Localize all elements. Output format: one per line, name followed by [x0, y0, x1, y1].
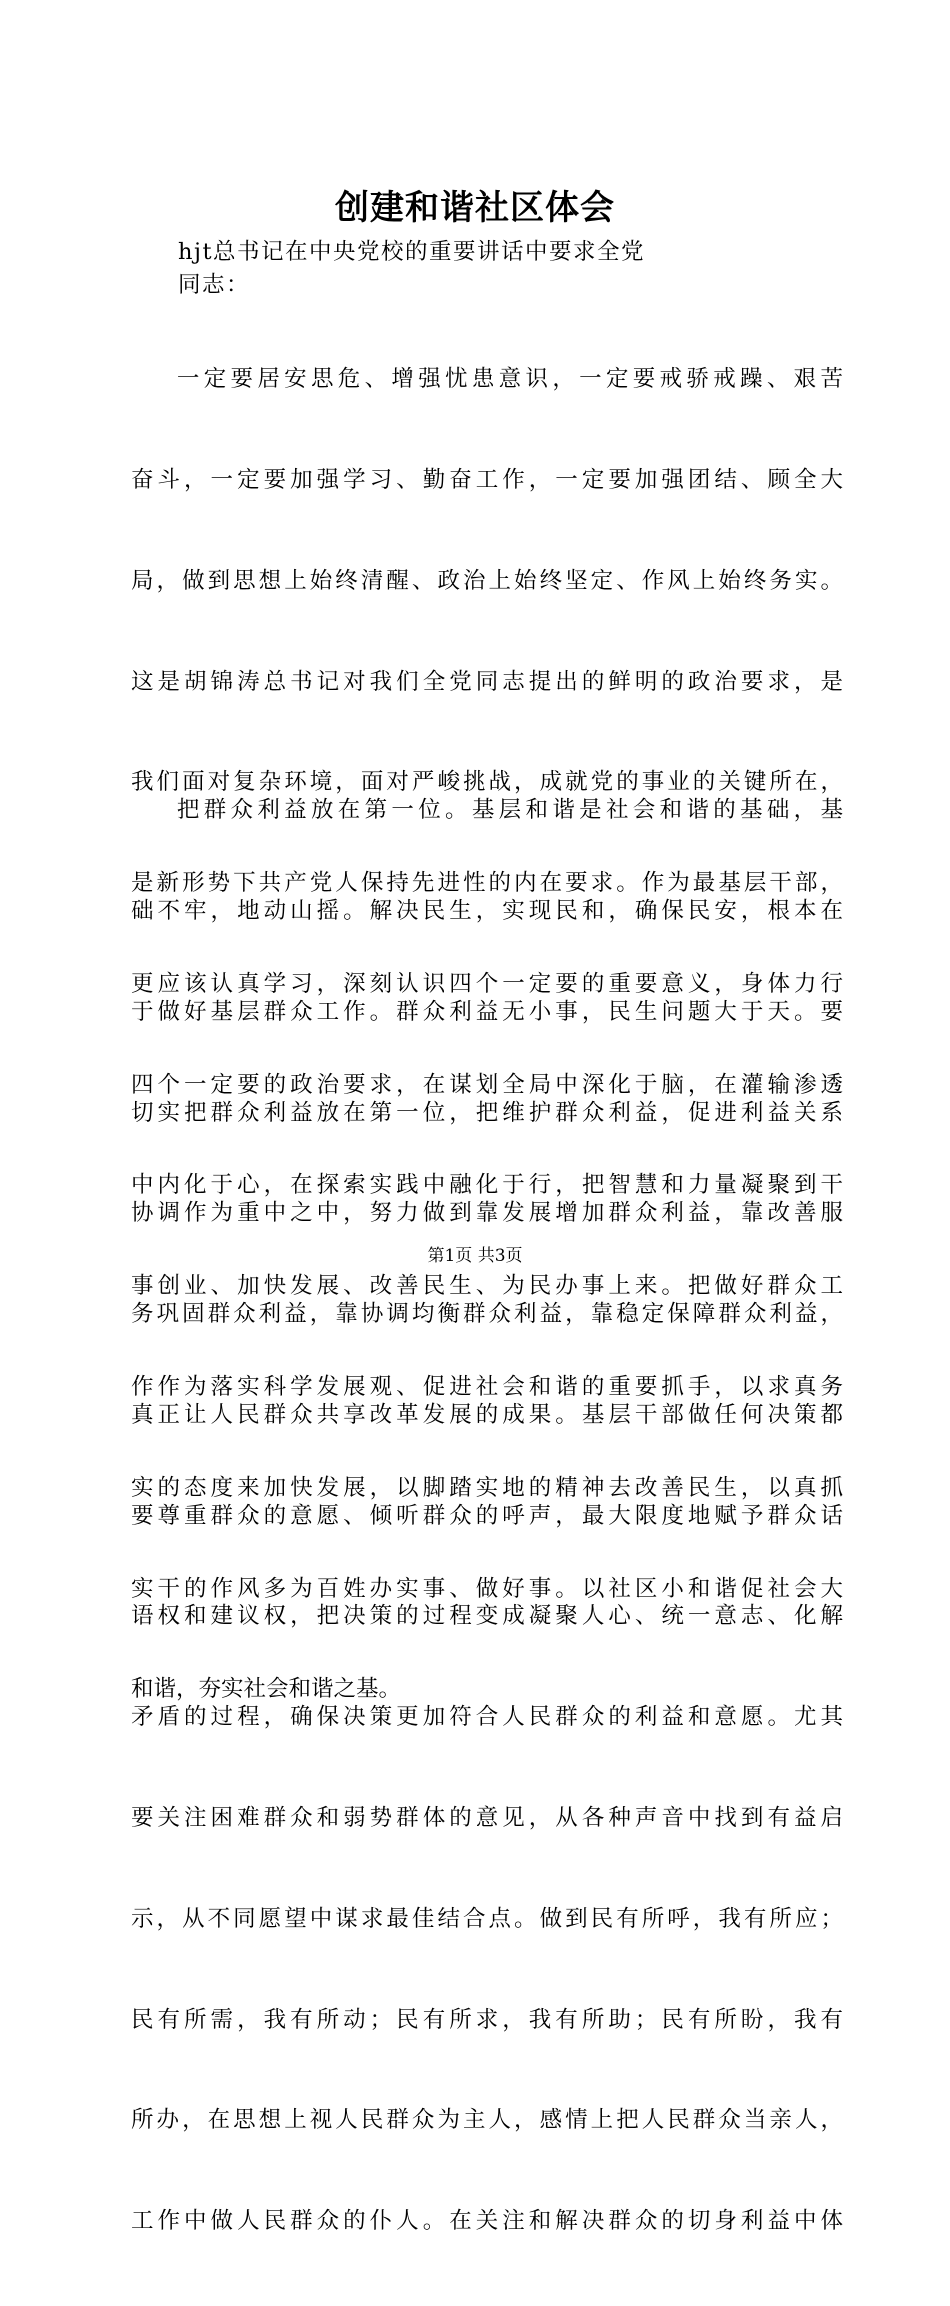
text-line: 于做好基层群众工作。群众利益无小事，民生问题大于天。要 — [131, 998, 843, 1025]
text-line: 工作中做人民群众的仆人。在关注和解决群众的切身利益中体 — [131, 2208, 843, 2235]
text-line: 我们面对复杂环境，面对严峻挑战，成就党的事业的关键所在， — [131, 769, 843, 796]
document-title: 创建和谐社区体会 — [335, 188, 615, 228]
intro-block — [178, 236, 738, 302]
text-line: 作作为落实科学发展观、促进社会和谐的重要抓手，以求真务 — [131, 1374, 843, 1400]
text-line: 局，做到思想上始终清醒、政治上始终坚定、作风上始终务实。 — [131, 567, 843, 594]
text-line: 协调作为重中之中，努力做到靠发展增加群众利益，靠改善服 — [131, 1200, 843, 1227]
intro-line: hjt总书记在中央党校的重要讲话中要求全党 — [178, 239, 646, 265]
intro-line: 同志： — [178, 272, 251, 298]
text-line: 矛盾的过程，确保决策更加符合人民群众的利益和意愿。尤其 — [131, 1704, 843, 1731]
text-line: 一定要居安思危、增强忧患意识，一定要戒骄戒躁、艰苦 — [131, 366, 843, 393]
text-line: 要关注困难群众和弱势群体的意见，从各种声音中找到有益启 — [131, 1805, 843, 1831]
text-line: 切实把群众利益放在第一位，把维护群众利益，促进利益关系 — [131, 1099, 843, 1126]
text-line: 真正让人民群众共享改革发展的成果。基层干部做任何决策都 — [131, 1401, 843, 1428]
text-line: 中内化于心，在探索实践中融化于行，把智慧和力量凝聚到干 — [131, 1172, 843, 1199]
text-line: 奋斗，一定要加强学习、勤奋工作，一定要加强团结、顾全大 — [131, 466, 843, 493]
text-line: 实干的作风多为百姓办实事、做好事。以社区小和谐促社会大 — [131, 1575, 843, 1602]
text-line: 更应该认真学习，深刻认识四个一定要的重要意义，身体力行 — [131, 970, 843, 997]
text-line: 实的态度来加快发展，以脚踏实地的精神去改善民生，以真抓 — [131, 1474, 843, 1501]
body-paragraph — [131, 727, 843, 2306]
text-line: 所办，在思想上视人民群众为主人，感情上把人民群众当亲人， — [131, 2107, 843, 2134]
text-line: 和谐，夯实社会和谐之基。 — [131, 1676, 402, 1703]
text-line: 这是胡锦涛总书记对我们全党同志提出的鲜明的政治要求，是 — [131, 668, 843, 695]
text-line: 民有所需，我有所动；民有所求，我有所助；民有所盼，我有 — [131, 2006, 843, 2033]
text-line: 务巩固群众利益，靠协调均衡群众利益，靠稳定保障群众利益， — [131, 1301, 843, 1328]
text-line: 示，从不同愿望中谋求最佳结合点。做到民有所呼，我有所应； — [131, 1905, 843, 1932]
text-line: 语权和建议权，把决策的过程变成凝聚人心、统一意志、化解 — [131, 1603, 843, 1630]
text-line: 要尊重群众的意愿、倾听群众的呼声，最大限度地赋予群众话 — [131, 1502, 843, 1529]
text-line: 四个一定要的政治要求，在谋划全局中深化于脑，在灌输渗透 — [131, 1071, 843, 1098]
page-footer: 第1页 共3页 — [427, 1246, 523, 1266]
text-line: 是新形势下共产党人保持先进性的内在要求。作为最基层干部， — [131, 870, 843, 897]
text-line: 事创业、加快发展、改善民生、为民办事上来。把做好群众工 — [131, 1273, 843, 1300]
text-line: 础不牢，地动山摇。解决民生，实现民和，确保民安，根本在 — [131, 897, 843, 924]
text-line: 把群众利益放在第一位。基层和谐是社会和谐的基础，基 — [131, 797, 843, 824]
